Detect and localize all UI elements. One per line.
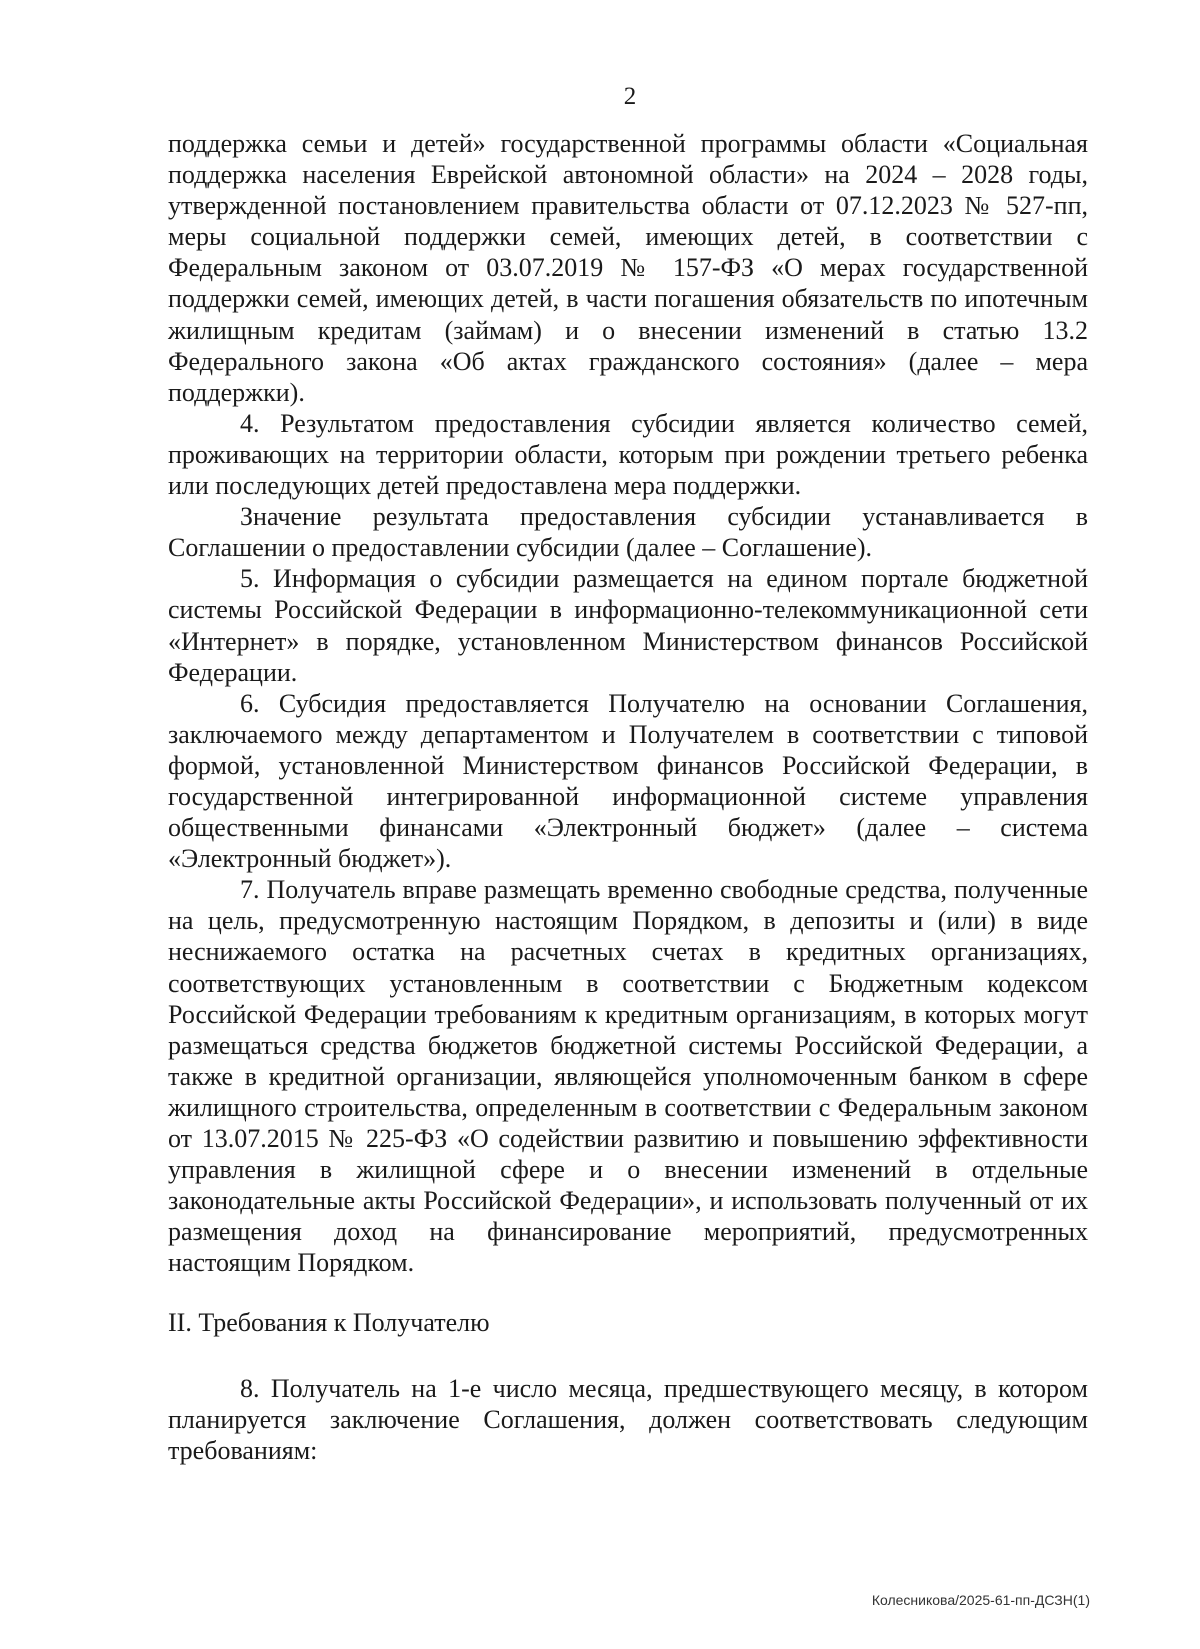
paragraph-item-4: 4. Результатом предоставления субсидии является количество семей, проживающих на территории области, которым при рождении третьего ребенка или последующих детей предоставлена мера поддержки.	[168, 408, 1088, 501]
footer-reference: Колесникова/2025-61-пп-ДСЗН(1)	[871, 1592, 1090, 1608]
paragraph-item-8: 8. Получатель на 1-е число месяца, предшествующего месяцу, в котором планируется заключение Соглашения, должен соответствовать следующим требованиям:	[168, 1373, 1088, 1465]
page-number: 2	[623, 83, 637, 110]
document-body	[168, 128, 1088, 1466]
section-heading: II. Требования к Получателю	[168, 1308, 490, 1338]
paragraph-continuation: поддержка семьи и детей» государственной программы области «Социальная поддержка населения Еврейской автономной области» на 2024 – 2028 годы, утвержденной постановлением правительства области от 07.12.2023 № 527-пп, меры социальной поддержки семей, имеющих детей, в соответствии с Федеральным законом от 03.07.2019 № 157-ФЗ «О мерах государственной поддержки семей, имеющих детей, в части погашения обязательств по ипотечным жилищным кредитам (займам) и о внесении изменений в статью 13.2 Федерального закона «Об актах гражданского состояния» (далее – мера поддержки).	[168, 129, 1088, 407]
paragraph-item-5: 5. Информация о субсидии размещается на едином портале бюджетной системы Российской Федерации в информационно-телекоммуникационной сети «Интернет» в порядке, установленном Министерством финансов Российской Федерации.	[168, 564, 1088, 687]
paragraph-item-7: 7. Получатель вправе размещать временно свободные средства, полученные на цель, предусмотренную настоящим Порядком, в депозиты и (или) в виде неснижаемого остатка на расчетных счетах в кредитных организациях, соответствующих установленным в соответствии с Бюджетным кодексом Российской Федерации требованиям к кредитным организациям, в которых могут размещаться средства бюджетов бюджетной системы Российской Федерации, а также в кредитной организации, являющейся уполномоченным банком в сфере жилищного строительства, определенным в соответствии с Федеральным законом от 13.07.2015 № 225-ФЗ «О содействии развитию и повышению эффективности управления в жилищной сфере и о внесении изменений в отдельные законодательные акты Российской Федерации», и использовать полученный от их размещения доход на финансирование мероприятий, предусмотренных настоящим Порядком.	[168, 875, 1088, 1278]
paragraph-item-6: 6. Субсидия предоставляется Получателю на основании Соглашения, заключаемого между департаментом и Получателем в соответствии с типовой формой, установленной Министерством финансов Российской Федерации, в государственной интегрированной информационной системе управления общественными финансами «Электронный бюджет» (далее – система «Электронный бюджет»).	[168, 688, 1088, 874]
paragraph-result-value: Значение результата предоставления субсидии устанавливается в Соглашении о предоставлении субсидии (далее – Соглашение).	[168, 502, 1088, 563]
